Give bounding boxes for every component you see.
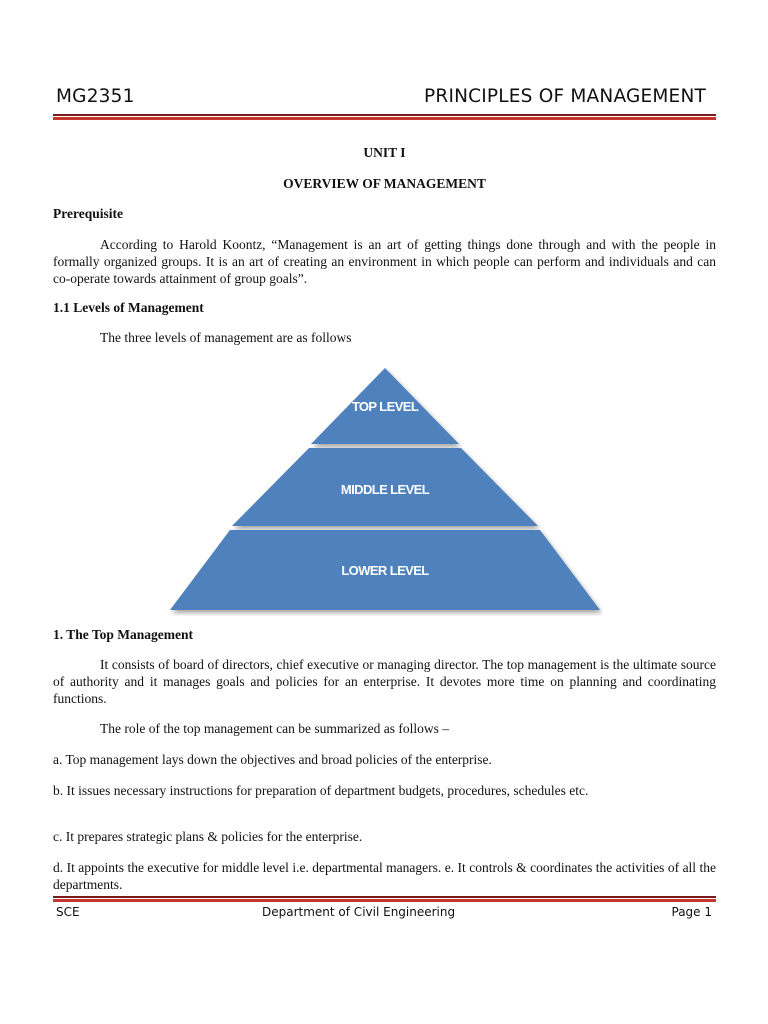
levels-heading: 1.1 Levels of Management xyxy=(53,300,204,315)
page-footer xyxy=(53,905,716,923)
role-item-c: c. It prepares strategic plans & policies for the enterprise. xyxy=(53,829,363,844)
role-item-b: b. It issues necessary instructions for preparation of department budgets, procedures, schedules etc. xyxy=(53,783,589,798)
levels-intro: The three levels of management are as follows xyxy=(100,330,352,345)
pyramid-label-lower: LOWER LEVEL xyxy=(341,563,429,578)
course-code: MG2351 xyxy=(56,86,135,107)
role-item-a: a. Top management lays down the objectives and broad policies of the enterprise. xyxy=(53,752,492,767)
footer-rule xyxy=(53,896,716,901)
prerequisite-text: According to Harold Koontz, “Management is an art of getting things done through and with the people in formally organized groups. It is an art of creating an environment in which people can perform and individuals and can co-operate towards attainment of group goals”. xyxy=(53,237,716,286)
footer-institution: SCE xyxy=(56,905,80,919)
footer-department: Department of Civil Engineering xyxy=(262,905,456,919)
management-pyramid-diagram xyxy=(166,364,603,616)
header-rule xyxy=(53,114,716,119)
role-item-d: d. It appoints the executive for middle level i.e. departmental managers. e. It controls & coordinates the activities of all the departments. xyxy=(53,860,716,892)
prerequisite-heading: Prerequisite xyxy=(53,206,123,221)
pyramid-label-top: TOP LEVEL xyxy=(351,399,419,414)
top-management-heading: 1. The Top Management xyxy=(53,627,194,642)
role-intro: The role of the top management can be summarized as follows – xyxy=(100,721,450,736)
top-management-text: It consists of board of directors, chief executive or managing director. The top management is the ultimate source of authority and it manages goals and policies for an enterprise. It devotes more time on planning and coordinating functions. xyxy=(53,657,716,706)
unit-heading: UNIT I xyxy=(363,145,406,160)
unit-title: OVERVIEW OF MANAGEMENT xyxy=(283,176,486,191)
page-header xyxy=(53,86,716,114)
pyramid-label-middle: MIDDLE LEVEL xyxy=(340,482,430,497)
course-title: PRINCIPLES OF MANAGEMENT xyxy=(424,86,706,107)
page-number: Page 1 xyxy=(671,905,712,919)
